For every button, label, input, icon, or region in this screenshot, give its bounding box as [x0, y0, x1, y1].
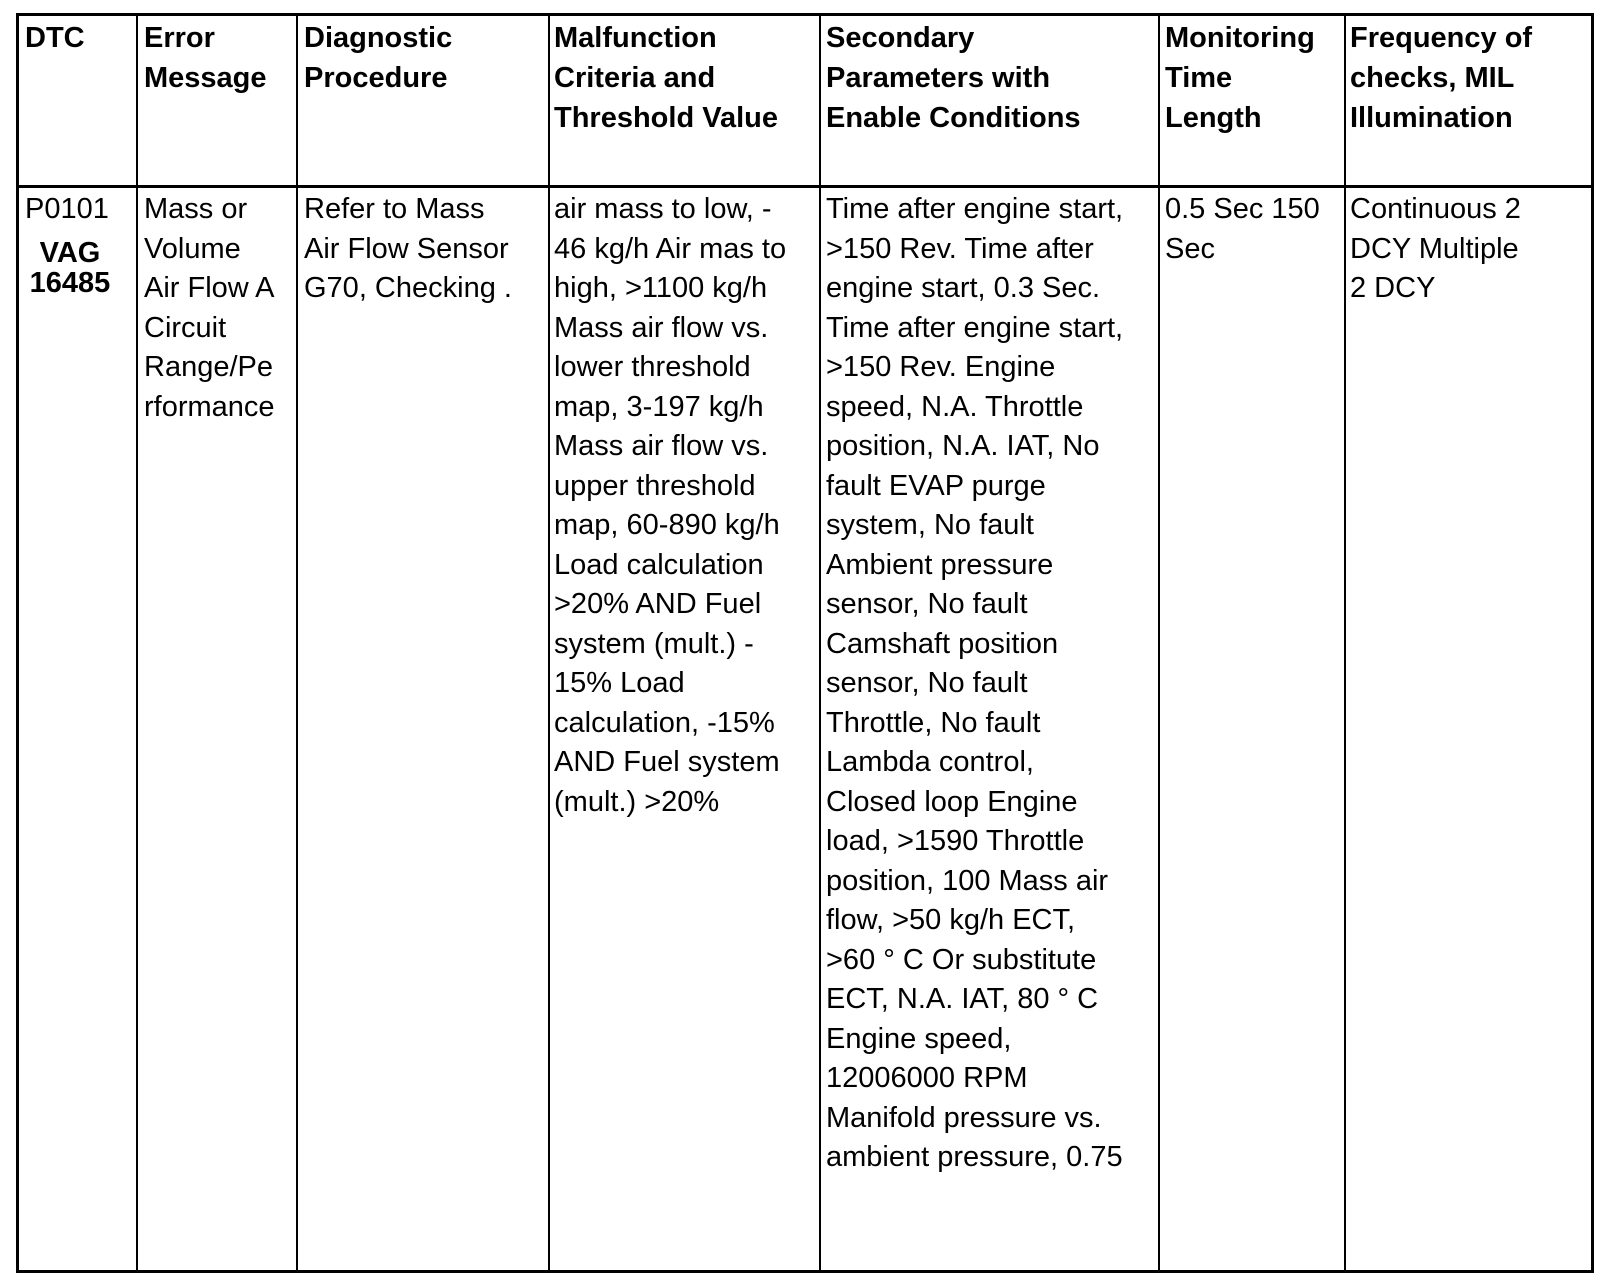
header-line: Time	[1165, 62, 1233, 94]
header-dtc	[25, 18, 133, 58]
header-line: Parameters with	[826, 62, 1051, 94]
header-line: Monitoring	[1165, 22, 1315, 54]
header-malfunction-criteria	[554, 18, 818, 138]
text-line: Closed loop Engine	[826, 785, 1078, 818]
header-divider	[19, 185, 1591, 188]
text-line: >150 Rev. Engine	[826, 351, 1056, 383]
text-line: Throttle, No fault	[826, 706, 1041, 739]
text-line: Lambda control,	[826, 746, 1034, 778]
text-line: AND Fuel system	[554, 746, 780, 778]
column-divider	[296, 16, 298, 1270]
text-line: high, >1100 kg/h	[554, 272, 768, 304]
cell-malfunction-criteria	[554, 190, 818, 822]
text-line: air mass to low, -	[554, 193, 772, 225]
text-line: Engine speed,	[826, 1022, 1012, 1055]
text-line: engine start, 0.3 Sec.	[826, 272, 1101, 304]
header-diagnostic-procedure	[304, 18, 546, 98]
header-line: Illumination	[1350, 102, 1513, 134]
column-divider	[136, 16, 138, 1270]
header-line: Frequency of	[1350, 22, 1533, 54]
text-line: Manifold pressure vs.	[826, 1101, 1102, 1134]
text-line: >20% AND Fuel	[554, 588, 762, 620]
cell-monitoring-time	[1165, 190, 1343, 269]
text-line: rformance	[144, 390, 275, 423]
header-line: Length	[1165, 102, 1262, 134]
cell-diagnostic-procedure	[304, 190, 546, 309]
text-line: map, 3-197 kg/h	[554, 390, 764, 423]
cell-secondary-parameters	[826, 190, 1158, 1178]
text-line: >60 ° C Or substitute	[826, 943, 1097, 976]
text-line: 0.5 Sec 150	[1165, 193, 1320, 225]
header-line: Threshold Value	[554, 102, 778, 134]
text-line: Ambient pressure	[826, 548, 1054, 581]
text-line: sensor, No fault	[826, 667, 1028, 699]
cell-dtc	[25, 190, 133, 298]
text-line: flow, >50 kg/h ECT,	[826, 904, 1076, 936]
text-line: fault EVAP purge	[826, 469, 1046, 502]
header-line: Malfunction	[554, 22, 717, 54]
text-line: Refer to Mass	[304, 193, 485, 225]
header-line: Secondary	[826, 22, 975, 54]
header-line: checks, MIL	[1350, 62, 1515, 94]
text-line: Range/Pe	[144, 351, 273, 383]
text-line: DCY Multiple	[1350, 232, 1519, 265]
text-line: Sec	[1165, 232, 1215, 265]
text-line: position, N.A. IAT, No	[826, 430, 1100, 462]
column-divider	[1344, 16, 1346, 1270]
header-line: Criteria and	[554, 62, 716, 94]
header-monitoring-time	[1165, 18, 1343, 138]
text-line: (mult.) >20%	[554, 785, 720, 818]
text-line: load, >1590 Throttle	[826, 825, 1085, 857]
text-line: ECT, N.A. IAT, 80 ° C	[826, 983, 1099, 1015]
text-line: position, 100 Mass air	[826, 864, 1109, 897]
text-line: lower threshold	[554, 351, 751, 383]
header-error-message	[144, 18, 294, 98]
text-line: >150 Rev. Time after	[826, 232, 1094, 265]
text-line: speed, N.A. Throttle	[826, 390, 1084, 423]
text-line: G70, Checking .	[304, 272, 512, 304]
text-line: system (mult.) -	[554, 627, 754, 660]
vag-label: VAG	[39, 236, 101, 269]
header-line: Error	[144, 22, 215, 54]
column-divider	[1158, 16, 1160, 1270]
text-line: Mass air flow vs.	[554, 430, 769, 462]
column-divider	[548, 16, 550, 1270]
text-line: Time after engine start,	[826, 311, 1124, 344]
text-line: calculation, -15%	[554, 706, 775, 739]
header-secondary-parameters	[826, 18, 1156, 138]
text-line: Continuous 2	[1350, 193, 1521, 225]
text-line: system, No fault	[826, 509, 1034, 541]
text-line: Air Flow A	[144, 272, 275, 304]
text-line: Volume	[144, 232, 241, 265]
text-line: 2 DCY	[1350, 272, 1436, 304]
text-line: 46 kg/h Air mas to	[554, 232, 787, 265]
text-line: Time after engine start,	[826, 193, 1124, 225]
text-line: ambient pressure, 0.75	[826, 1141, 1123, 1173]
text-line: Mass air flow vs.	[554, 311, 769, 344]
text-line: upper threshold	[554, 469, 756, 502]
header-line: Procedure	[304, 62, 448, 94]
text-line: Mass or	[144, 193, 248, 225]
text-line: map, 60-890 kg/h	[554, 509, 780, 541]
header-line: Message	[144, 62, 267, 94]
dtc-table	[16, 13, 1594, 1273]
cell-error-message	[144, 190, 294, 427]
text-line: Air Flow Sensor	[304, 232, 509, 265]
text-line: Circuit	[144, 311, 227, 344]
text-line: Load calculation	[554, 548, 764, 581]
vag-code: 16485	[29, 266, 111, 299]
text-line: 12006000 RPM	[826, 1062, 1028, 1094]
text-line: Camshaft position	[826, 627, 1059, 660]
text-line: 15% Load	[554, 667, 685, 699]
column-divider	[819, 16, 821, 1270]
cell-frequency	[1350, 190, 1592, 309]
header-line: Diagnostic	[304, 22, 453, 54]
header-frequency	[1350, 18, 1592, 138]
text-line: sensor, No fault	[826, 588, 1028, 620]
header-dtc-label: DTC	[25, 22, 85, 54]
header-line: Enable Conditions	[826, 102, 1081, 134]
dtc-code: P0101	[25, 193, 109, 225]
